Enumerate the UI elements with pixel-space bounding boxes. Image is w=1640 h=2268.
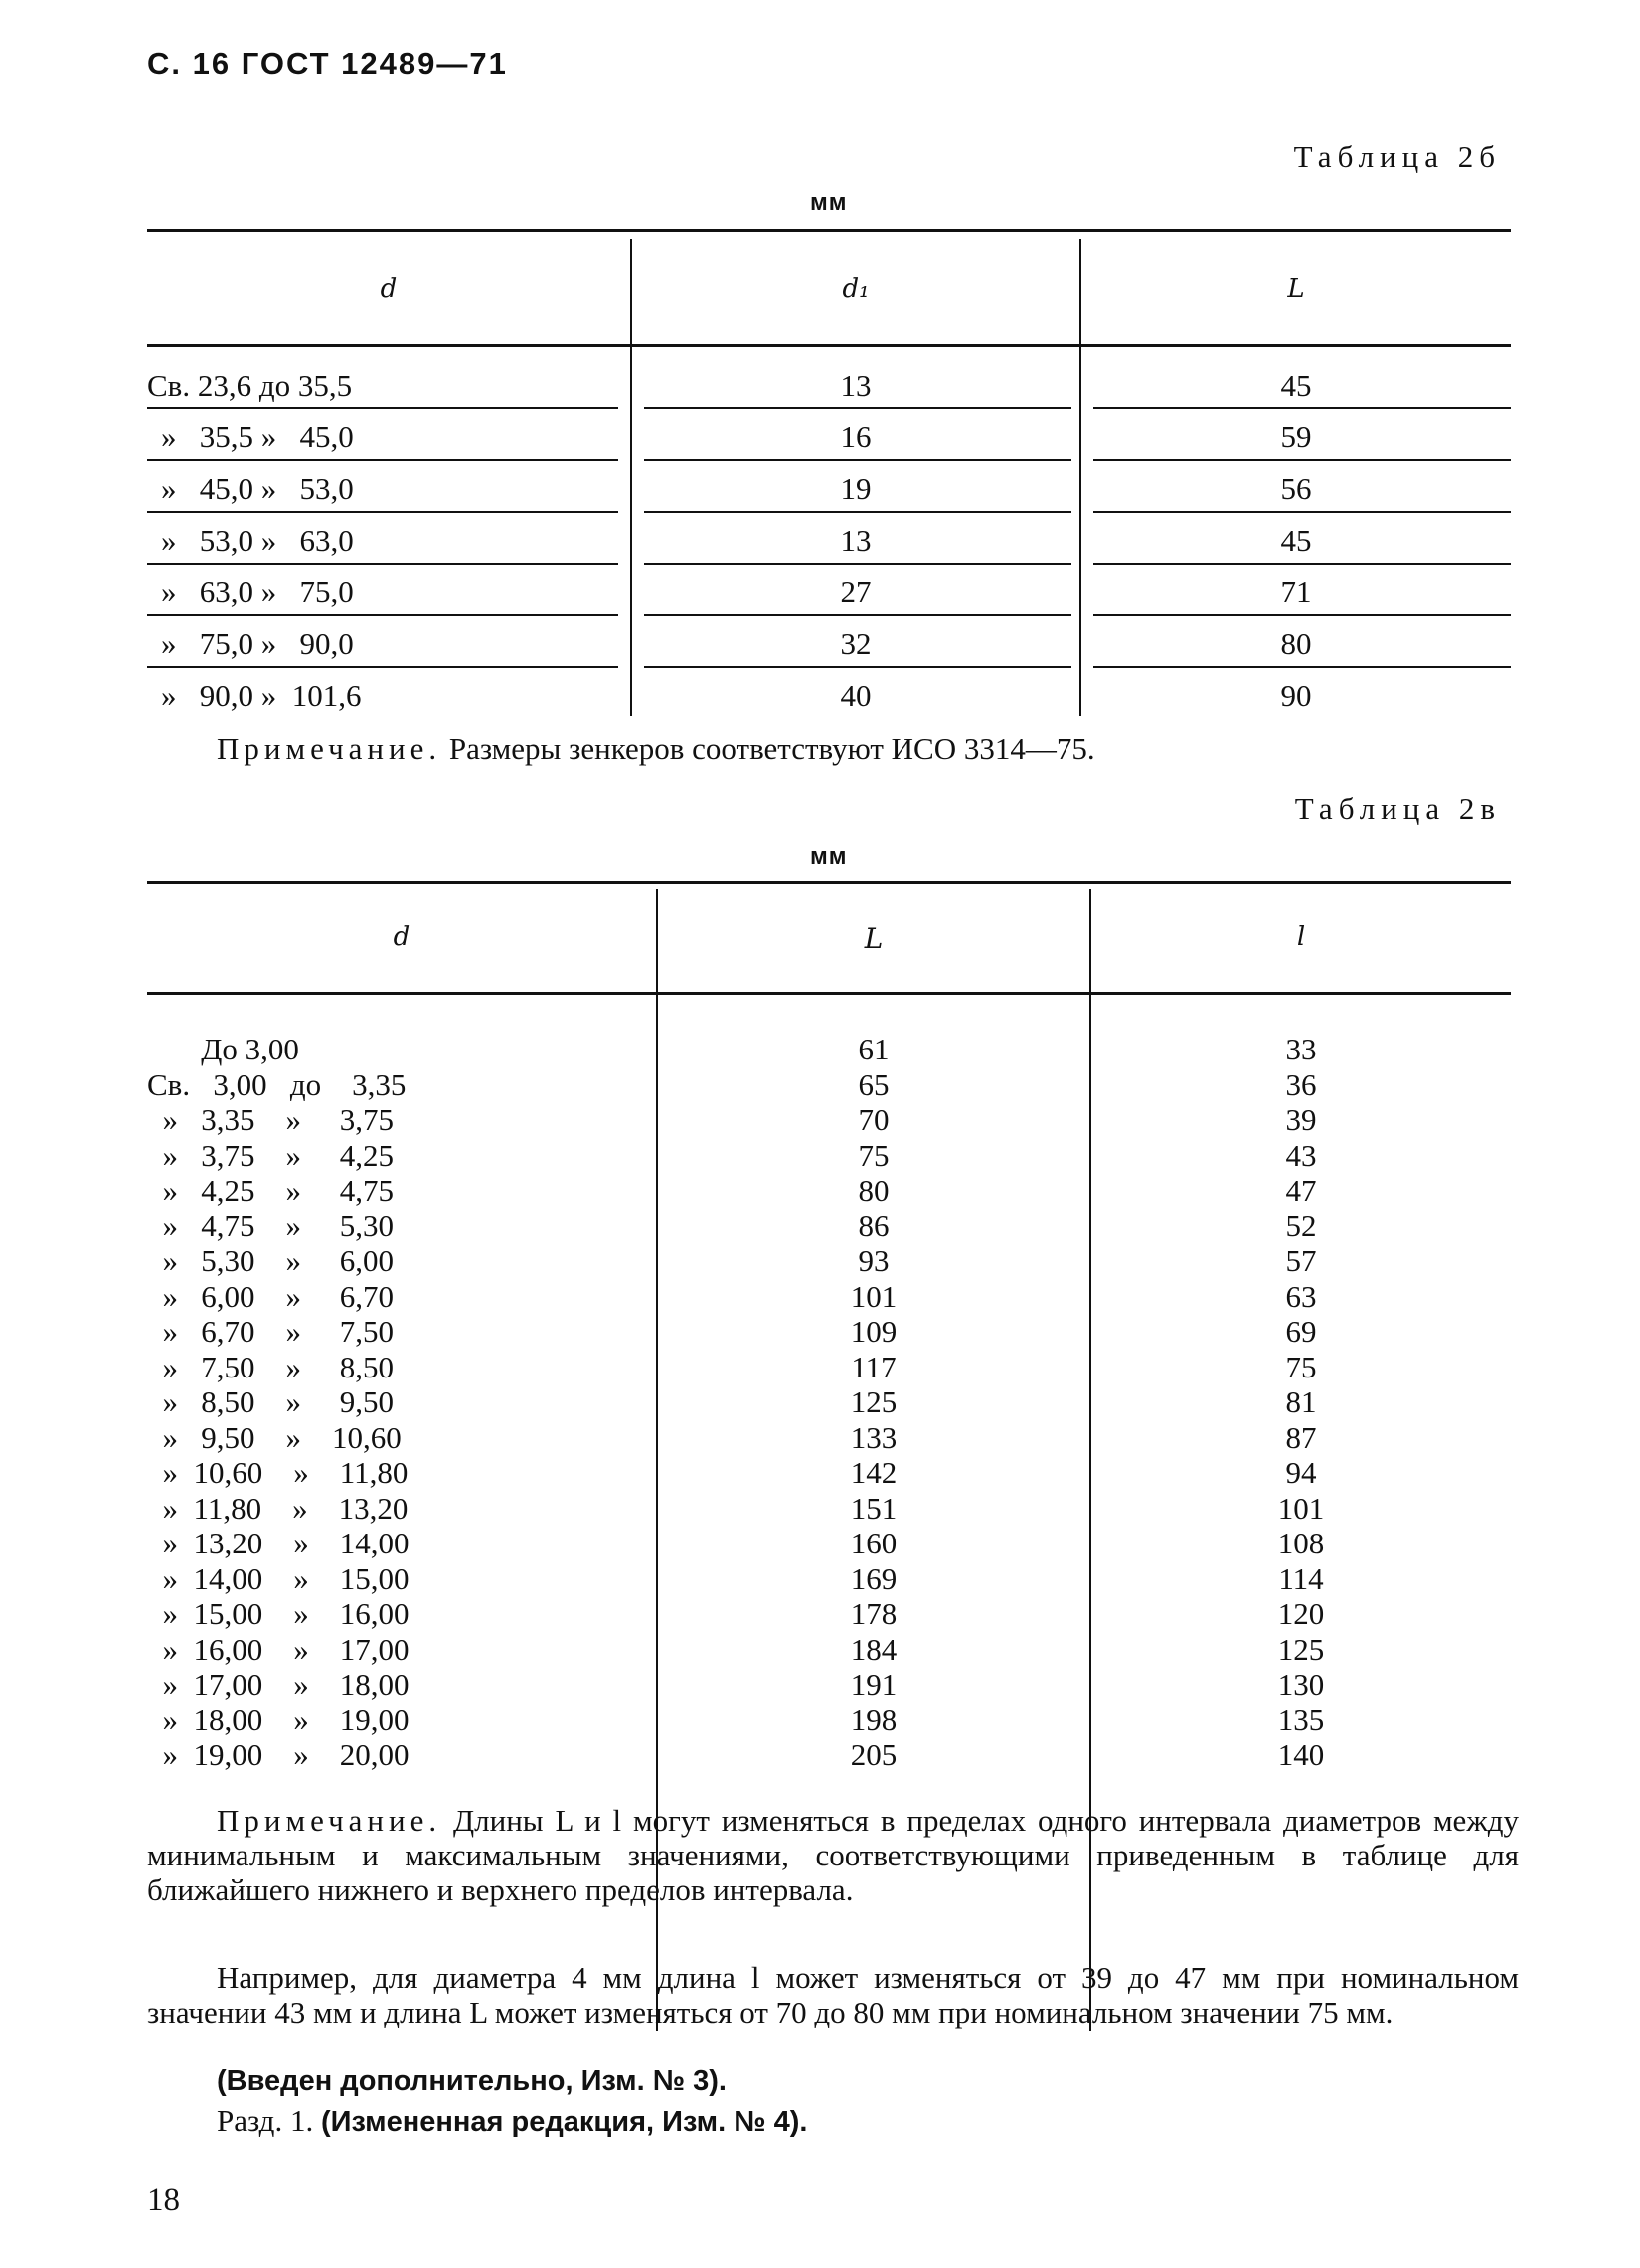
- table-2v-row-5-l: 47: [1285, 1173, 1317, 1208]
- table-2b-note-text: Размеры зенкеров соответствуют ИСО 3314—75.: [448, 731, 1095, 766]
- table-2v-row-1-L: 61: [858, 1032, 890, 1066]
- table-2b-header-d: d: [380, 274, 398, 304]
- table-2b-row-6-L: 80: [1280, 626, 1312, 661]
- table-2b-row-rule: [1093, 511, 1511, 513]
- table-2v-row-17-L: 178: [850, 1596, 898, 1631]
- table-2v-row-16-l: 114: [1278, 1560, 1324, 1596]
- table-2b-row-rule: [1093, 614, 1511, 616]
- table-2v-row-15-L: 160: [850, 1526, 898, 1560]
- table-2b-row-2-d: » 35,5 » 45,0: [161, 419, 354, 454]
- page-number: 18: [147, 2183, 180, 2218]
- table-2v-row-13-L: 142: [850, 1455, 898, 1490]
- table-2v-row-5-L: 80: [858, 1173, 890, 1208]
- table-2v-row-1-d: До 3,00: [147, 1032, 299, 1066]
- table-2v-row-20-L: 198: [850, 1701, 898, 1737]
- table-2b-row-rule: [1093, 666, 1511, 668]
- table-2v-row-20-d: » 18,00 » 19,00: [147, 1701, 410, 1737]
- table-2v-row-14-d: » 11,80 » 13,20: [147, 1490, 409, 1526]
- table-2b-row-5-d: » 63,0 » 75,0: [161, 574, 354, 609]
- table-2b-row-rule: [1093, 407, 1511, 409]
- table-2v-row-12-L: 133: [850, 1419, 898, 1455]
- table-2b-row-rule: [147, 563, 618, 565]
- table-2v-row-13-d: » 10,60 » 11,80: [147, 1455, 409, 1490]
- table-2v-row-8-l: 63: [1285, 1278, 1317, 1314]
- amendment-section: [217, 2103, 807, 2139]
- table-2b-row-1-d: Св. 23,6 до 35,5: [147, 368, 353, 403]
- table-2b-row-6-d1: 32: [840, 626, 872, 661]
- table-2b-row-6-d: » 75,0 » 90,0: [161, 626, 354, 661]
- table-2v-header-rule: [147, 992, 1511, 995]
- table-2v-row-10-L: 117: [851, 1349, 897, 1384]
- table-2v-note-text: Длины L и l могут изменяться в пределах одного интервала диаметров между минимальным и максимальным значениями, соответствующими приведенным в таблице для ближайшего нижнего и верхнего пределов интервала.: [147, 1803, 1520, 1907]
- table-2v-row-4-l: 43: [1285, 1137, 1317, 1173]
- table-2v-note-label: Примечание.: [217, 1803, 442, 1838]
- table-2v-top-rule: [147, 881, 1511, 884]
- table-2v-row-15-l: 108: [1277, 1526, 1325, 1560]
- table-2v-row-13-l: 94: [1285, 1455, 1317, 1490]
- amendment-section-text: (Измененная редакция, Изм. № 4).: [320, 2106, 808, 2138]
- table-2v-caption: Таблица 2в: [1294, 791, 1501, 826]
- table-2v-row-18-d: » 16,00 » 17,00: [147, 1631, 410, 1667]
- table-2v-row-16-d: » 14,00 » 15,00: [147, 1560, 410, 1596]
- table-2v-row-10-d: » 7,50 » 8,50: [147, 1349, 394, 1384]
- table-2b-row-3-L: 56: [1280, 471, 1312, 506]
- table-2v-row-2-l: 36: [1285, 1066, 1317, 1102]
- table-2b-row-rule: [147, 459, 618, 461]
- table-2b-note-label: Примечание.: [217, 731, 442, 766]
- table-2v-row-15-d: » 13,20 » 14,00: [147, 1526, 410, 1560]
- table-2v-row-11-d: » 8,50 » 9,50: [147, 1384, 394, 1419]
- table-2v-row-1-l: 33: [1285, 1032, 1317, 1066]
- table-2b-row-2-d1: 16: [840, 419, 872, 454]
- table-2v-row-4-L: 75: [858, 1137, 890, 1173]
- table-2b-row-7-d: » 90,0 » 101,6: [161, 678, 362, 713]
- table-2v-header-l: l: [1296, 922, 1306, 952]
- table-2v-row-9-l: 69: [1285, 1314, 1317, 1349]
- table-2b-row-rule: [644, 563, 1071, 565]
- table-2v-row-10-l: 75: [1285, 1349, 1317, 1384]
- table-2b-header-rule: [147, 344, 1511, 347]
- table-2v-row-16-L: 169: [850, 1560, 898, 1596]
- table-2v-row-12-d: » 9,50 » 10,60: [147, 1419, 402, 1455]
- table-2b-top-rule: [147, 229, 1511, 232]
- table-2b-row-4-d1: 13: [840, 523, 872, 558]
- table-2v-row-7-l: 57: [1285, 1243, 1317, 1278]
- table-2v-row-17-l: 120: [1277, 1596, 1325, 1631]
- table-2b-row-rule: [644, 666, 1071, 668]
- table-2b-row-4-L: 45: [1280, 523, 1312, 558]
- table-2v-row-8-d: » 6,00 » 6,70: [147, 1278, 394, 1314]
- table-2v-row-5-d: » 4,25 » 4,75: [147, 1173, 394, 1208]
- table-2b-row-rule: [644, 511, 1071, 513]
- table-2b-row-rule: [147, 407, 618, 409]
- table-2v-row-21-L: 205: [850, 1737, 898, 1772]
- table-2v-row-11-L: 125: [850, 1384, 898, 1419]
- table-2v-header-L: L: [864, 922, 884, 955]
- table-2b-header-L: L: [1287, 274, 1305, 304]
- table-2v-row-18-l: 125: [1277, 1631, 1325, 1667]
- amendment-introduced: (Введен дополнительно, Изм. № 3).: [217, 2065, 727, 2097]
- table-2v-row-4-d: » 3,75 » 4,25: [147, 1137, 394, 1173]
- table-2b-note: [217, 731, 1095, 767]
- table-2v-row-19-d: » 17,00 » 18,00: [147, 1667, 410, 1701]
- table-2b-header-d1: d₁: [842, 274, 870, 304]
- table-2v-row-21-d: » 19,00 » 20,00: [147, 1737, 410, 1772]
- table-2b-units: мм: [810, 189, 848, 216]
- table-2b-row-1-d1: 13: [840, 368, 872, 403]
- table-2b-row-1-L: 45: [1280, 368, 1312, 403]
- table-2v-row-2-d: Св. 3,00 до 3,35: [147, 1066, 407, 1102]
- table-2b-row-3-d: » 45,0 » 53,0: [161, 471, 354, 506]
- table-2b-row-rule: [147, 614, 618, 616]
- table-2b-row-rule: [644, 614, 1071, 616]
- table-2b-row-rule: [1093, 459, 1511, 461]
- table-2v-header-d: d: [393, 922, 410, 952]
- table-2b-row-2-L: 59: [1280, 419, 1312, 454]
- table-2v-row-21-l: 140: [1277, 1737, 1325, 1772]
- table-2v-row-14-L: 151: [850, 1490, 898, 1526]
- page-header: С. 16 ГОСТ 12489—71: [147, 46, 508, 81]
- table-2v-row-3-d: » 3,35 » 3,75: [147, 1102, 394, 1137]
- table-2b-row-rule: [1093, 563, 1511, 565]
- table-2v-row-8-L: 101: [850, 1278, 898, 1314]
- table-2b-caption: Таблица 2б: [1293, 139, 1501, 174]
- table-2v-row-17-d: » 15,00 » 16,00: [147, 1596, 410, 1631]
- table-2v-row-2-L: 65: [858, 1066, 890, 1102]
- table-2b-row-7-L: 90: [1280, 678, 1312, 713]
- table-2b-row-7-d1: 40: [840, 678, 872, 713]
- table-2b-row-rule: [147, 511, 618, 513]
- table-2b-row-3-d1: 19: [840, 471, 872, 506]
- table-2v-units: мм: [810, 843, 848, 870]
- table-2v-row-12-l: 87: [1285, 1419, 1317, 1455]
- table-2v-row-9-L: 109: [850, 1314, 898, 1349]
- example-paragraph: Например, для диаметра 4 мм длина l может изменяться от 39 до 47 мм при номинальном значении 43 мм и длина L может изменяться от 70 до 80 мм при номинальном значении 75 мм.: [147, 1960, 1519, 2029]
- table-2v-row-14-l: 101: [1277, 1490, 1325, 1526]
- table-2b-row-rule: [644, 459, 1071, 461]
- table-2b-row-rule: [644, 407, 1071, 409]
- table-2v-row-6-L: 86: [858, 1208, 890, 1243]
- table-2v-row-6-d: » 4,75 » 5,30: [147, 1208, 394, 1243]
- table-2v-row-7-L: 93: [858, 1243, 890, 1278]
- table-2v-row-9-d: » 6,70 » 7,50: [147, 1314, 394, 1349]
- table-2b-row-rule: [147, 666, 618, 668]
- table-2v-note: [147, 1803, 1519, 1907]
- table-2v-row-19-l: 130: [1277, 1667, 1325, 1701]
- table-2v-row-19-L: 191: [850, 1667, 898, 1701]
- amendment-section-prefix: Разд. 1.: [217, 2103, 314, 2138]
- table-2b-row-5-d1: 27: [840, 574, 872, 609]
- table-2v-row-7-d: » 5,30 » 6,00: [147, 1243, 394, 1278]
- table-2b-row-4-d: » 53,0 » 63,0: [161, 523, 354, 558]
- table-2v-row-11-l: 81: [1285, 1384, 1317, 1419]
- table-2v-row-3-l: 39: [1285, 1102, 1317, 1137]
- table-2v-row-3-L: 70: [858, 1102, 890, 1137]
- table-2b-row-5-L: 71: [1280, 574, 1312, 609]
- table-2v-row-6-l: 52: [1285, 1208, 1317, 1243]
- table-2v-row-18-L: 184: [850, 1631, 898, 1667]
- table-2v-row-20-l: 135: [1277, 1701, 1325, 1737]
